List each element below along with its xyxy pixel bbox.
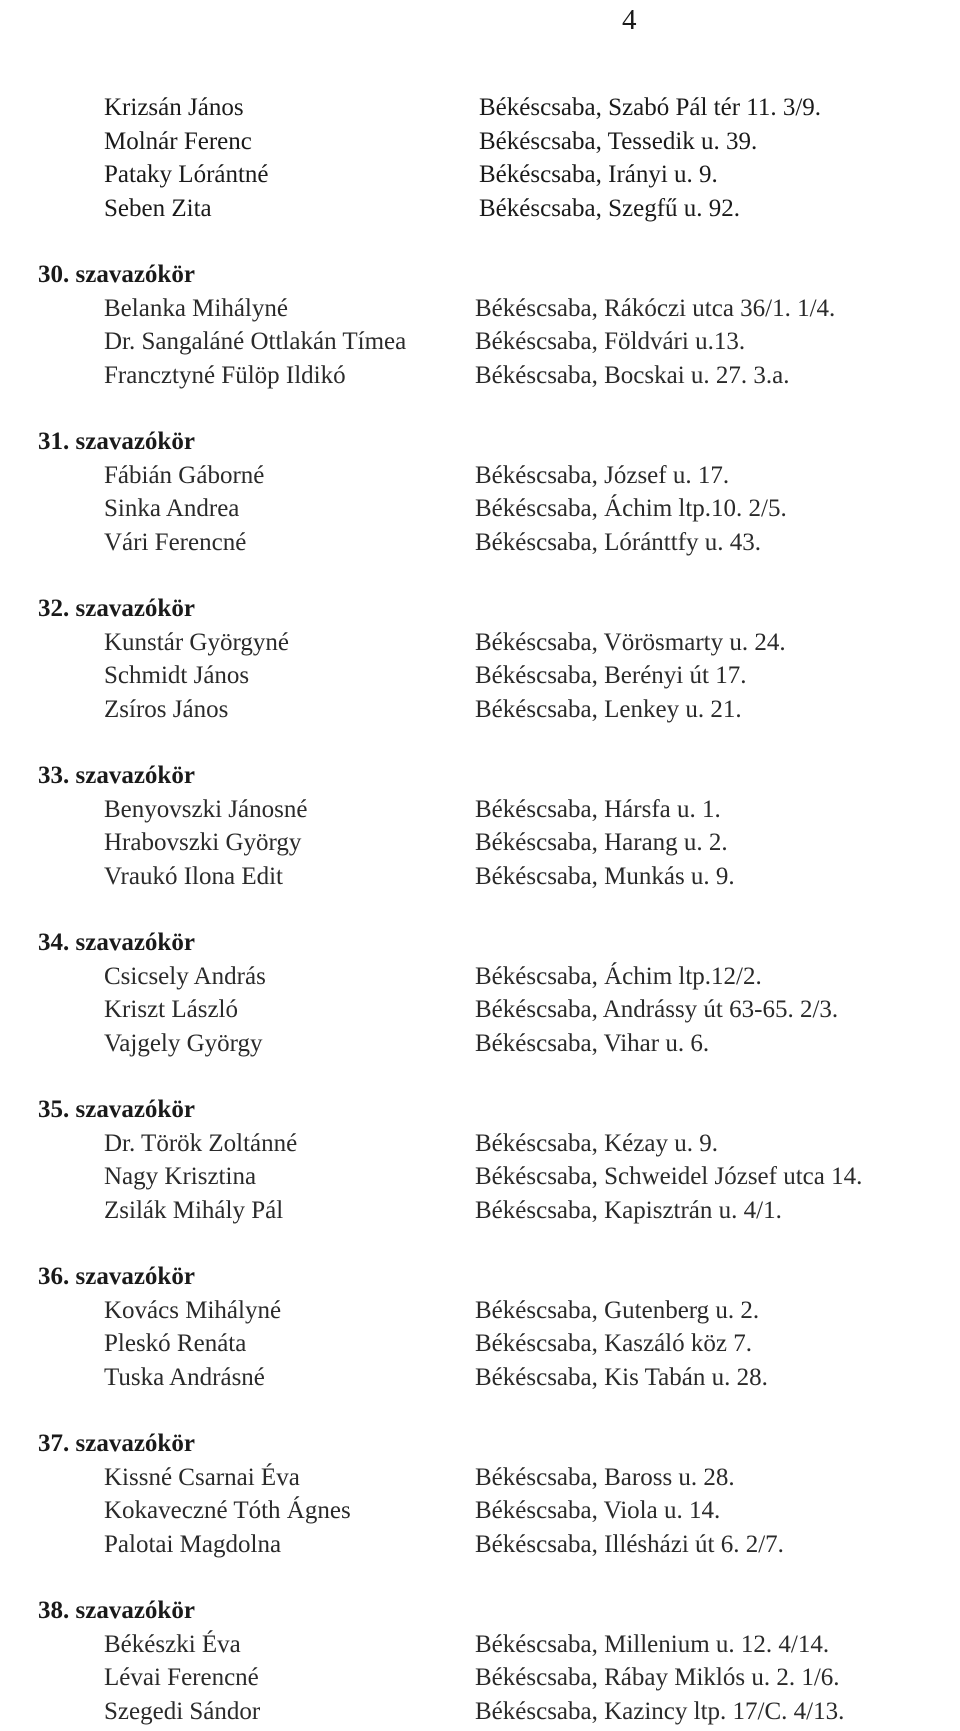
- member-name: Palotai Magdolna: [104, 1530, 282, 1558]
- district-section: [0, 759, 960, 893]
- member-name: Schmidt János: [104, 662, 250, 689]
- member-row: [0, 1327, 960, 1361]
- member-row: [0, 960, 960, 994]
- district-title: 38. szavazókör: [38, 1597, 195, 1624]
- member-address: Békéscsaba, Földvári u.13.: [475, 328, 746, 355]
- member-address: Békéscsaba, Lóránttfy u. 43.: [475, 528, 762, 556]
- member-name: Seben Zita: [104, 194, 212, 222]
- member-name: Fábián Gáborné: [104, 461, 265, 489]
- member-address: Békéscsaba, Rábay Miklós u. 2. 1/6.: [475, 1664, 840, 1691]
- member-address: Békéscsaba, Munkás u. 9.: [475, 862, 735, 890]
- member-row: [0, 1160, 960, 1194]
- district-section: [0, 592, 960, 726]
- member-row: [0, 626, 960, 660]
- district-section: [0, 425, 960, 559]
- member-name: Krizsán János: [104, 94, 244, 121]
- member-name: Pataky Lórántné: [104, 161, 269, 188]
- member-row: [0, 125, 960, 159]
- member-row: [0, 492, 960, 526]
- member-row: [0, 1661, 960, 1695]
- member-row: [0, 325, 960, 359]
- member-name: Zsíros János: [104, 695, 229, 723]
- member-row: [0, 993, 960, 1027]
- member-address: Békéscsaba, Berényi út 17.: [475, 662, 747, 689]
- member-name: Molnár Ferenc: [104, 127, 252, 155]
- member-row: [0, 359, 960, 393]
- district-title: 31. szavazókör: [38, 428, 195, 455]
- member-name: Kovács Mihályné: [104, 1296, 282, 1324]
- member-address: Békéscsaba, Lenkey u. 21.: [475, 695, 742, 723]
- member-name: Francztyné Fülöp Ildikó: [104, 361, 346, 389]
- member-address: Békéscsaba, Illésházi út 6. 2/7.: [475, 1530, 784, 1558]
- member-address: Békéscsaba, Tessedik u. 39.: [479, 127, 758, 155]
- district-title: 30. szavazókör: [38, 261, 195, 288]
- member-row: [0, 1528, 960, 1562]
- member-address: Békéscsaba, Rákóczi utca 36/1. 1/4.: [475, 294, 836, 322]
- member-address: Békéscsaba, József u. 17.: [475, 461, 730, 489]
- district-section: [0, 926, 960, 1060]
- member-row: [0, 1494, 960, 1528]
- district-section: [0, 258, 960, 392]
- member-row: [0, 1361, 960, 1395]
- member-address: Békéscsaba, Gutenberg u. 2.: [475, 1296, 760, 1324]
- member-row: [0, 1461, 960, 1495]
- member-name: Zsilák Mihály Pál: [104, 1196, 284, 1224]
- member-address: Békéscsaba, Kézay u. 9.: [475, 1129, 718, 1157]
- member-row: [0, 526, 960, 560]
- member-row: [0, 1695, 960, 1729]
- member-name: Benyovszki Jánosné: [104, 795, 308, 823]
- member-name: Dr. Sangaláné Ottlakán Tímea: [104, 328, 407, 355]
- member-address: Békéscsaba, Andrássy út 63-65. 2/3.: [475, 996, 839, 1023]
- member-row: [0, 860, 960, 894]
- member-address: Békéscsaba, Kapisztrán u. 4/1.: [475, 1196, 782, 1224]
- district-title: 37. szavazókör: [38, 1430, 195, 1457]
- member-name: Vajgely György: [104, 1029, 263, 1057]
- member-address: Békéscsaba, Schweidel József utca 14.: [475, 1163, 863, 1190]
- member-address: Békéscsaba, Kis Tabán u. 28.: [475, 1363, 768, 1391]
- member-list: [0, 91, 960, 1728]
- member-name: Vraukó Ilona Edit: [104, 862, 284, 890]
- member-row: [0, 1194, 960, 1228]
- member-name: Dr. Török Zoltánné: [104, 1129, 298, 1157]
- member-name: Pleskó Renáta: [104, 1330, 247, 1357]
- district-section: [0, 1594, 960, 1728]
- member-name: Sinka Andrea: [104, 495, 240, 522]
- member-address: Békéscsaba, Baross u. 28.: [475, 1463, 735, 1491]
- member-name: Kokaveczné Tóth Ágnes: [104, 1497, 351, 1524]
- member-name: Vári Ferencné: [104, 528, 247, 556]
- member-name: Csicsely András: [104, 962, 266, 990]
- member-name: Békészki Éva: [104, 1630, 241, 1658]
- district-title: 36. szavazókör: [38, 1263, 195, 1290]
- continued-section: [0, 91, 960, 225]
- member-row: [0, 659, 960, 693]
- member-address: Békéscsaba, Hársfa u. 1.: [475, 795, 721, 823]
- member-address: Békéscsaba, Kazincy ltp. 17/C. 4/13.: [475, 1697, 845, 1725]
- district-title: 34. szavazókör: [38, 929, 195, 956]
- member-name: Kriszt László: [104, 996, 238, 1023]
- member-row: [0, 292, 960, 326]
- district-section: [0, 1093, 960, 1227]
- page-number: 4: [622, 4, 637, 36]
- district-title: 32. szavazókör: [38, 595, 195, 622]
- member-name: Hrabovszki György: [104, 829, 302, 856]
- member-address: Békéscsaba, Viola u. 14.: [475, 1497, 721, 1524]
- district-section: [0, 1260, 960, 1394]
- member-row: [0, 826, 960, 860]
- member-row: [0, 793, 960, 827]
- member-address: Békéscsaba, Harang u. 2.: [475, 829, 728, 856]
- district-title: 35. szavazókör: [38, 1096, 195, 1123]
- member-name: Szegedi Sándor: [104, 1697, 261, 1725]
- member-address: Békéscsaba, Millenium u. 12. 4/14.: [475, 1630, 830, 1658]
- member-name: Kunstár Györgyné: [104, 628, 289, 656]
- member-row: [0, 158, 960, 192]
- member-name: Nagy Krisztina: [104, 1163, 257, 1190]
- member-address: Békéscsaba, Szegfű u. 92.: [479, 194, 741, 222]
- member-row: [0, 693, 960, 727]
- member-name: Belanka Mihályné: [104, 294, 288, 322]
- member-row: [0, 1127, 960, 1161]
- member-row: [0, 91, 960, 125]
- member-name: Tuska Andrásné: [104, 1363, 265, 1391]
- member-address: Békéscsaba, Bocskai u. 27. 3.a.: [475, 361, 790, 389]
- member-name: Lévai Ferencné: [104, 1664, 259, 1691]
- member-row: [0, 1628, 960, 1662]
- district-section: [0, 1427, 960, 1561]
- member-name: Kissné Csarnai Éva: [104, 1463, 300, 1491]
- member-address: Békéscsaba, Szabó Pál tér 11. 3/9.: [479, 94, 822, 121]
- member-address: Békéscsaba, Áchim ltp.12/2.: [475, 962, 762, 990]
- member-row: [0, 192, 960, 226]
- member-row: [0, 1027, 960, 1061]
- member-row: [0, 459, 960, 493]
- member-address: Békéscsaba, Vihar u. 6.: [475, 1029, 710, 1057]
- member-address: Békéscsaba, Kaszáló köz 7.: [475, 1330, 752, 1357]
- member-address: Békéscsaba, Irányi u. 9.: [479, 161, 718, 188]
- member-address: Békéscsaba, Áchim ltp.10. 2/5.: [475, 495, 787, 522]
- member-row: [0, 1294, 960, 1328]
- district-title: 33. szavazókör: [38, 762, 195, 789]
- member-address: Békéscsaba, Vörösmarty u. 24.: [475, 628, 786, 656]
